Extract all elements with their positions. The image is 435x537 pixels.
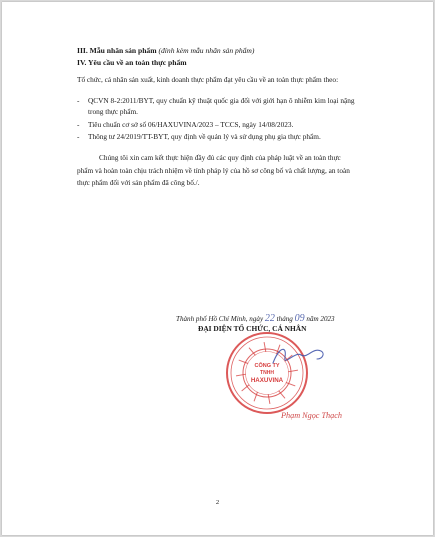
section-3-label: III. Mẫu nhãn sản phẩm [77, 46, 157, 55]
signer-name: Phạm Ngọc Thạch [281, 411, 342, 420]
commitment-paragraph: Chúng tôi xin cam kết thực hiện đầy đủ các quy định của pháp luật về an toàn thực phẩm và hoàn toàn chịu trách nhiệm về tính pháp lý của hồ sơ công bố và chất lượng, an toàn thực phẩm đối với sản phẩm đã công bố./. [77, 153, 350, 188]
date-day: 22 [264, 313, 275, 324]
section-3-heading [77, 46, 254, 55]
svg-text:CÔNG TY: CÔNG TY [254, 363, 280, 369]
place-date: Thành phố Hồ Chí Minh, ngày 22 tháng 09 năm 2023 [176, 313, 335, 324]
representative-title: ĐẠI DIỆN TỔ CHỨC, CÁ NHÂN [198, 324, 307, 333]
section-3-note: (đính kèm mẫu nhãn sản phẩm) [158, 46, 255, 55]
page-number: 2 [215, 499, 220, 506]
requirement-item: - Tiêu chuẩn cơ sở số 06/HAXUVINA/2023 – TCCS, ngày 14/08/2023. [77, 119, 294, 129]
date-month: 09 [294, 313, 305, 324]
svg-text:TNHH: TNHH [260, 370, 274, 376]
document-page [2, 2, 433, 535]
intro-paragraph: Tổ chức, cá nhân sản xuất, kinh doanh thực phẩm đạt yêu cầu về an toàn thực phẩm theo: [77, 75, 339, 84]
section-4-heading: IV. Yêu cầu về an toàn thực phẩm [77, 58, 187, 67]
requirement-item: - QCVN 8-2:2011/BYT, quy chuẩn kỹ thuật quốc gia đối với giới hạn ô nhiễm kim loại nặng trong thực phẩm. [77, 96, 355, 117]
signature [269, 341, 329, 371]
svg-text:HAXUVINA: HAXUVINA [250, 377, 284, 384]
requirements-list [77, 95, 362, 144]
requirement-item: - Thông tư 24/2019/TT-BYT, quy định về quản lý và sử dụng phụ gia thực phẩm. [77, 132, 321, 142]
